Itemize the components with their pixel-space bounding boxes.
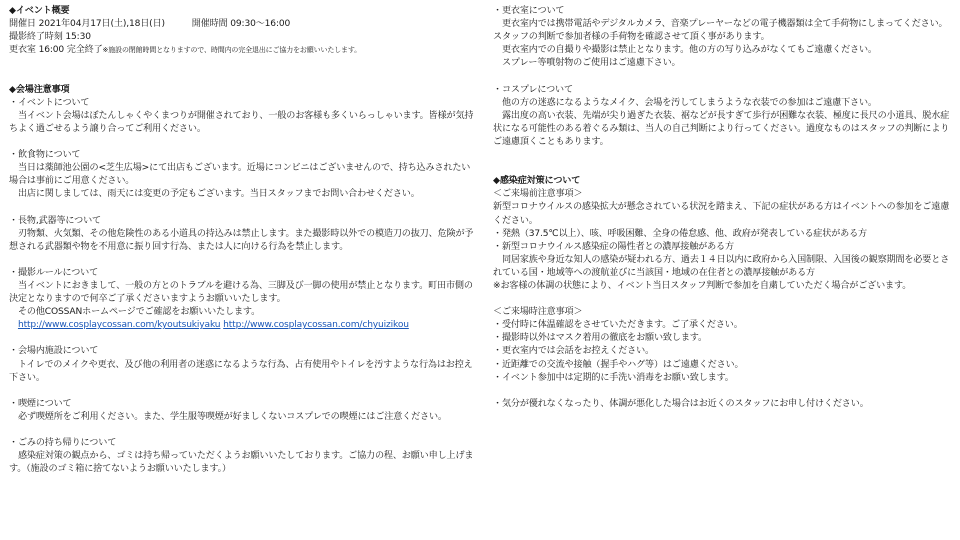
overview-title: ◆イベント概要 (9, 6, 70, 16)
before-visit-intro: 新型コロナウイルスの感染拡大が懸念されている状況を踏まえ、下記の症状がある方はイベントへの参加をご遠慮ください。 (493, 202, 950, 226)
during-visit-item: ・撮影時以外はマスク着用の徹底をお願い致します。 (493, 333, 707, 344)
changing-room-photo-rule: 更衣室内での自撮りや撮影は禁止となります。他の方の写り込みがなくてもご遠慮ください。 (493, 45, 877, 56)
closing-note: ・気分が優れなくなったり、体調が悪化した場合はお近くのスタッフにお申し付けください。 (493, 398, 869, 409)
date-line: 開催日 2021年04月17日(土),18日(日) 開催時間 09:30～16:00 (9, 19, 291, 30)
before-visit-note: ※お客様の体調の状態により、イベント当日スタッフ判断で参加を自粛していただく場合がございます。 (493, 280, 912, 291)
changing-room-text: 更衣室内では携帯電話やデジタルカメラ、音楽プレーヤーなどの電子機器類は全て手荷物にしまってください。スタッフの判断で参加者様の手荷物を確認させて頂く事があります。 (493, 19, 948, 43)
during-visit-title: ＜ご来場時注意事項＞ (493, 307, 583, 318)
before-visit-title: ＜ご来場前注意事項＞ (493, 189, 583, 200)
food-text: 当日は薬師池公園の<芝生広場>にて出店もございます。近場にコンビニはございませんので、持ち込みされたい場合は事前にご用意ください。 (9, 163, 471, 187)
changing-room-end-text: 更衣室 16:00 完全終了 (9, 45, 103, 56)
before-visit-item: ・新型コロナウイルス感染症の陽性者との濃厚接触がある方 (493, 241, 734, 252)
rules-links (9, 319, 475, 332)
right-column (493, 5, 951, 411)
venue-title: ◆会場注意事項 (9, 84, 70, 95)
food-note: 出店に関しましては、雨天には変更の予定もございます。当日スタッフまでお問い合わせください。 (9, 189, 420, 200)
weapons-text: 刃物類、火気類、その他危険性のある小道具の持込みは禁止します。また撮影時以外での模造刀の抜刀、危険が予想される武器類や物を不用意に振り回す行為、または人に向ける行為を禁止します。 (9, 228, 474, 252)
facility-text: トイレでのメイクや更衣、及び他の利用者の迷惑になるような行為、占有使用やトイレを汚すような行為はお控え下さい。 (9, 359, 473, 383)
before-visit-item: ・発熱（37.5℃以上）、咳、呼吸困難、全身の倦怠感、他、政府が発表している症状がある方 (493, 228, 867, 239)
event-heading: ・イベントについて (9, 97, 90, 108)
changing-room-heading: ・更衣室について (493, 6, 565, 16)
before-visit-item: 同居家族や身近な知人の感染が疑われる方、過去１４日以内に政府から入国制限、入国後の観察期間を必要とされている国・地域等への渡航並びに当該国・地域の在住者との濃厚接触がある方 (493, 254, 950, 278)
kyoutsukiyaku-link[interactable]: http://www.cosplaycossan.com/kyoutsukiyaku (17, 320, 221, 331)
during-visit-item: ・イベント参加中は定期的に手洗い消毒をお願い致します。 (493, 372, 734, 383)
rules-text: 当イベントにおきまして、一般の方とのトラブルを避ける為、三脚及び一脚の使用が禁止となります。町田市側の決定となりますので何卒ご了承くださいますようお願いいたします。 (9, 280, 473, 305)
changing-room-end-line (9, 44, 475, 57)
garbage-text: 感染症対策の観点から、ゴミは持ち帰っていただくようお願いいたしております。ご協力の程、お願い申し上げます。（施設のゴミ箱に捨てないようお願いいたします。） (9, 451, 474, 475)
left-column (9, 5, 475, 476)
smoking-heading: ・喫煙について (9, 398, 72, 409)
rules-heading: ・撮影ルールについて (9, 267, 99, 278)
rules-homepage: その他COSSANホームページでご確認をお願いいたします。 (9, 307, 261, 318)
shoot-end-line: 撮影終了時刻 15:30 (9, 32, 91, 43)
changing-room-end-note: ※施設の閉館時間となりますので、時間内の完全退出にご協力をお願いいたします。 (102, 46, 362, 55)
cosplay-text: 他の方の迷惑になるようなメイク、会場を汚してしまうような衣装での参加はご遠慮下さい。 (493, 97, 877, 108)
cosplay-heading: ・コスプレについて (493, 84, 573, 95)
smoking-text: 必ず喫煙所をご利用ください。また、学生服等喫煙が好ましくないコスプレでの喫煙にはご注意ください。 (9, 411, 447, 422)
changing-room-spray-rule: スプレー等噴射物のご使用はご遠慮下さい。 (493, 58, 681, 69)
infection-title: ◆感染症対策について (493, 176, 581, 187)
during-visit-item: ・近距離での交流や接触（握手やハグ等）はご遠慮ください。 (493, 359, 744, 370)
food-heading: ・飲食物について (9, 150, 81, 161)
garbage-heading: ・ごみの持ち帰りについて (9, 438, 117, 449)
during-visit-item: ・受付時に体温確認をさせていただきます。ご了承ください。 (493, 320, 743, 331)
facility-heading: ・会場内施設について (9, 346, 99, 357)
event-text: 当イベント会場はぼたんしゃくやくまつりが開催されており、一般のお客様も多くいらっしゃいます。皆様が気持ちよく過ごせるよう譲り合ってご利用ください。 (9, 110, 474, 134)
chyuizikou-link[interactable]: http://www.cosplaycossan.com/chyuizikou (223, 320, 409, 331)
during-visit-item: ・更衣室内では会話をお控えください。 (493, 346, 654, 357)
weapons-heading: ・長物,武器等について (9, 215, 101, 226)
cosplay-costume-rule: 露出度の高い衣装、先端が尖り過ぎた衣装、裾などが長すぎて歩行が困難な衣装、極度に長尺の小道具、脱水症状になる可能性のある着ぐるみ類は、当人の自己判断により行ってください。過度なものはスタッフの判断によりご遠慮頂くこともあります。 (493, 110, 950, 147)
